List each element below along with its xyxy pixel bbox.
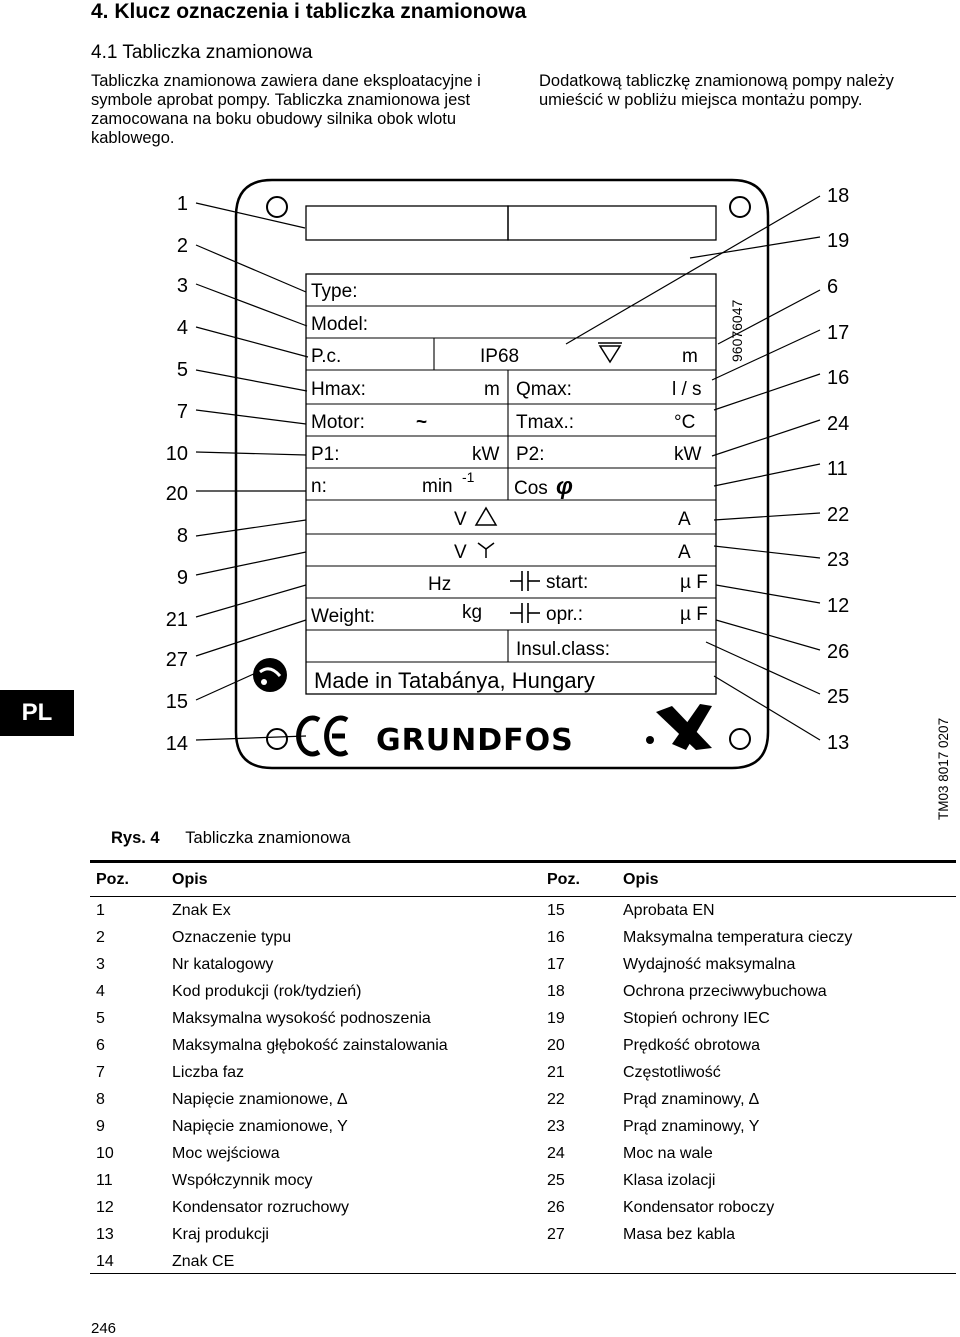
table-cell-poz: 13 xyxy=(96,1226,114,1243)
plate-hz-label: Hz xyxy=(428,574,452,595)
table-cell-poz: 17 xyxy=(547,956,565,973)
plate-tmax-label: Tmax.: xyxy=(516,412,575,433)
plate-opr-label: opr.: xyxy=(546,604,583,625)
mounting-hole xyxy=(730,729,750,749)
table-cell-opis: Kondensator roboczy xyxy=(623,1199,775,1216)
phi-symbol: φ xyxy=(556,473,573,500)
table-cell-opis: Maksymalna głębokość zainstalowania xyxy=(172,1037,448,1054)
table-cell-poz: 12 xyxy=(96,1199,114,1216)
grundfos-x-logo xyxy=(656,704,712,750)
table-cell-poz: 26 xyxy=(547,1199,565,1216)
table-cell-opis: Napięcie znamionowe, ∆ xyxy=(172,1091,348,1108)
table-cell-opis: Stopień ochrony IEC xyxy=(623,1010,770,1027)
table-cell-opis: Kraj produkcji xyxy=(172,1226,269,1243)
intro-left-paragraph: Tabliczka znamionowa zawiera dane eksploatacyjne i symbole aprobat pompy. Tabliczka znamionowa jest zamocowana na boku obudowy silnika obok wlotu kablowego. xyxy=(91,72,481,147)
plate-p2-unit: kW xyxy=(674,444,702,465)
table-cell-poz: 14 xyxy=(96,1253,114,1270)
figure-caption-number: Rys. 4 xyxy=(111,829,160,847)
plate-weight-label: Weight: xyxy=(311,606,376,627)
page-number: 246 xyxy=(91,1320,117,1337)
callout-number: 8 xyxy=(176,525,188,547)
callout-number: 19 xyxy=(827,230,850,252)
callout-number: 13 xyxy=(827,732,850,754)
callout-number: 10 xyxy=(165,443,188,465)
callout-number: 9 xyxy=(176,567,188,589)
plate-qmax-label: Qmax: xyxy=(516,379,572,400)
table-cell-opis: Liczba faz xyxy=(172,1064,245,1081)
table-cell-poz: 21 xyxy=(547,1064,565,1081)
subsection-heading: 4.1 Tabliczka znamionowa xyxy=(91,42,313,63)
table-bottom-rule xyxy=(90,1273,956,1274)
mounting-hole xyxy=(267,197,287,217)
table-cell-poz: 3 xyxy=(96,956,105,973)
en-approval-mark xyxy=(253,658,287,692)
section-heading: 4. Klucz oznaczenia i tabliczka znamionowa xyxy=(91,0,527,23)
callout-number: 23 xyxy=(827,549,850,571)
table-header-opis-left: Opis xyxy=(172,871,208,888)
callout-number: 25 xyxy=(827,686,850,708)
plate-phase-symbol: ~ xyxy=(416,412,428,433)
table-cell-poz: 4 xyxy=(96,983,105,1000)
callout-number: 18 xyxy=(827,185,850,207)
plate-top-box-left xyxy=(306,206,508,240)
plate-motor-label: Motor: xyxy=(311,412,365,433)
plate-ip-label: IP68 xyxy=(480,346,520,367)
callout-number: 15 xyxy=(165,691,188,713)
table-header-poz-right: Poz. xyxy=(547,871,580,888)
table-cell-poz: 6 xyxy=(96,1037,105,1054)
plate-p1-unit: kW xyxy=(472,444,500,465)
figure-code: TM03 8017 0207 xyxy=(936,717,951,820)
table-cell-poz: 23 xyxy=(547,1118,565,1135)
table-cell-opis: Kondensator rozruchowy xyxy=(172,1199,349,1216)
table-cell-opis: Współczynnik mocy xyxy=(172,1172,313,1189)
table-cell-opis: Znak Ex xyxy=(172,902,231,919)
table-cell-poz: 24 xyxy=(547,1145,565,1162)
plate-depth-unit: m xyxy=(682,346,698,367)
table-cell-opis: Aprobata EN xyxy=(623,902,715,919)
plate-p1-label: P1: xyxy=(311,444,340,465)
table-cell-poz: 15 xyxy=(547,902,565,919)
plate-pc-label: P.c. xyxy=(311,346,342,367)
logo-dot xyxy=(646,736,654,744)
table-cell-opis: Prędkość obrotowa xyxy=(623,1037,760,1054)
plate-serial-number: 96076047 xyxy=(729,299,745,362)
plate-min-exponent: -1 xyxy=(462,469,475,485)
table-cell-opis: Prąd znaminowy, ∆ xyxy=(623,1091,759,1108)
table-cell-poz: 19 xyxy=(547,1010,565,1027)
plate-model-label: Model: xyxy=(311,314,369,335)
plate-type-label: Type: xyxy=(311,281,358,302)
table-cell-opis: Kod produkcji (rok/tydzień) xyxy=(172,983,362,1000)
grundfos-logo: GRUNDFOS xyxy=(376,723,574,758)
table-cell-opis: Masa bez kabla xyxy=(623,1226,736,1243)
capacitor-symbol xyxy=(510,571,540,591)
table-cell-opis: Ochrona przeciwwybuchowa xyxy=(623,983,827,1000)
plate-min-unit: min xyxy=(422,476,453,497)
table-header-poz-left: Poz. xyxy=(96,871,129,888)
figure-caption xyxy=(111,829,350,848)
plate-kg-label: kg xyxy=(462,602,483,623)
star-symbol xyxy=(478,543,494,558)
table-cell-poz: 5 xyxy=(96,1010,105,1027)
table-cell-opis: Klasa izolacji xyxy=(623,1172,716,1189)
plate-tmax-unit: °C xyxy=(674,412,696,433)
table-header-opis-right: Opis xyxy=(623,871,659,888)
table-cell-poz: 2 xyxy=(96,929,105,946)
callout-number: 24 xyxy=(827,413,850,435)
capacitor-symbol xyxy=(510,603,540,623)
callout-number: 3 xyxy=(176,275,188,297)
table-cell-opis: Oznaczenie typu xyxy=(172,929,292,946)
leader-lines-left xyxy=(196,203,308,740)
plate-start-unit: µ F xyxy=(680,572,708,593)
table-cell-opis: Częstotliwość xyxy=(623,1064,721,1081)
plate-main-box xyxy=(306,274,716,694)
intro-right-paragraph: Dodatkową tabliczkę znamionową pompy należy umieścić w pobliżu miejsca montażu pompy. xyxy=(539,72,894,109)
plate-made-in: Made in Tatabánya, Hungary xyxy=(314,668,595,693)
table-cell-opis: Moc na wale xyxy=(623,1145,713,1162)
table-cell-opis: Prąd znaminowy, Y xyxy=(623,1118,760,1135)
table-cell-poz: 18 xyxy=(547,983,565,1000)
plate-a-star-label: A xyxy=(678,542,691,563)
table-cell-opis: Wydajność maksymalna xyxy=(623,956,796,973)
table-cell-poz: 20 xyxy=(547,1037,565,1054)
callout-number: 11 xyxy=(827,458,848,480)
plate-v-star-label: V xyxy=(454,542,467,563)
mounting-hole xyxy=(267,729,287,749)
table-cell-poz: 1 xyxy=(96,902,105,919)
callout-number: 16 xyxy=(827,367,850,389)
plate-p2-label: P2: xyxy=(516,444,545,465)
plate-top-box-right xyxy=(508,206,716,240)
table-cell-poz: 16 xyxy=(547,929,565,946)
table-cell-opis: Znak CE xyxy=(172,1253,235,1270)
plate-a-delta-label: A xyxy=(678,509,691,530)
callout-number: 4 xyxy=(176,317,188,339)
plate-start-label: start: xyxy=(546,572,589,593)
table-cell-poz: 25 xyxy=(547,1172,565,1189)
callout-number: 5 xyxy=(176,359,188,381)
figure-caption-text: Tabliczka znamionowa xyxy=(185,829,351,847)
plate-qmax-unit: l / s xyxy=(672,379,702,400)
plate-hmax-unit: m xyxy=(484,379,500,400)
language-tab: PL xyxy=(0,690,74,736)
callout-number: 21 xyxy=(165,609,188,631)
plate-hmax-label: Hmax: xyxy=(311,379,366,400)
callout-number: 22 xyxy=(827,504,850,526)
table-top-rule xyxy=(90,860,956,863)
delta-symbol xyxy=(476,508,496,525)
callout-number: 17 xyxy=(827,322,850,344)
callout-number: 26 xyxy=(827,641,850,663)
callout-number: 14 xyxy=(165,733,188,755)
callout-number: 1 xyxy=(176,193,188,215)
callout-number: 12 xyxy=(827,595,850,617)
table-cell-poz: 8 xyxy=(96,1091,105,1108)
table-cell-opis: Maksymalna wysokość podnoszenia xyxy=(172,1010,431,1027)
callout-number: 27 xyxy=(165,649,188,671)
table-cell-poz: 22 xyxy=(547,1091,565,1108)
callout-number: 6 xyxy=(827,276,839,298)
plate-insul-label: Insul.class: xyxy=(516,639,610,660)
plate-cos-label: Cos xyxy=(514,478,548,499)
table-cell-poz: 10 xyxy=(96,1145,114,1162)
callout-number: 20 xyxy=(165,483,188,505)
plate-n-label: n: xyxy=(311,476,327,497)
callout-number: 2 xyxy=(176,235,188,257)
table-cell-poz: 9 xyxy=(96,1118,105,1135)
plate-opr-unit: µ F xyxy=(680,604,708,625)
table-cell-opis: Moc wejściowa xyxy=(172,1145,280,1162)
table-cell-poz: 27 xyxy=(547,1226,565,1243)
plate-v-delta-label: V xyxy=(454,509,467,530)
table-cell-poz: 7 xyxy=(96,1064,105,1081)
depth-symbol xyxy=(598,343,622,362)
table-cell-poz: 11 xyxy=(96,1172,113,1189)
mounting-hole xyxy=(730,197,750,217)
table-header-rule xyxy=(90,896,956,897)
table-cell-opis: Maksymalna temperatura cieczy xyxy=(623,929,853,946)
callout-number: 7 xyxy=(176,401,188,423)
table-cell-opis: Nr katalogowy xyxy=(172,956,274,973)
table-cell-opis: Napięcie znamionowe, Y xyxy=(172,1118,348,1135)
